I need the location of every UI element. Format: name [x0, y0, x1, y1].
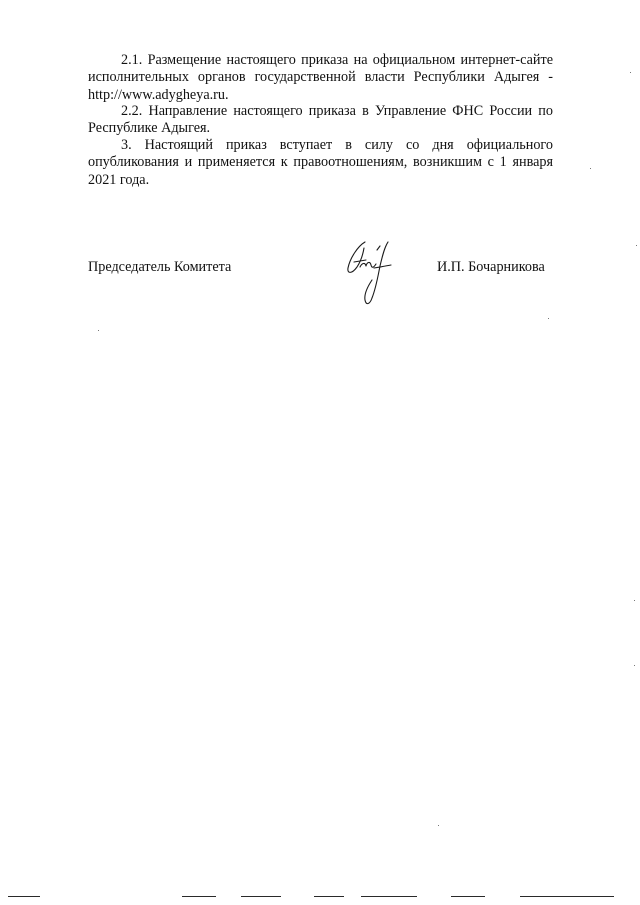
scan-speck [636, 245, 637, 246]
scan-speck [438, 825, 439, 826]
footer-rule [451, 896, 485, 897]
scan-speck [634, 600, 635, 601]
paragraph-2-1: 2.1. Размещение настоящего приказа на официальном интернет-сайте исполнительных органов государственной власти Республики Адыгея - http://www.adygheya.ru. [88, 52, 553, 103]
scan-speck [630, 72, 631, 73]
signatory-name: И.П. Бочарникова [437, 259, 545, 275]
footer-rule [241, 896, 281, 897]
scan-speck [634, 665, 635, 666]
footer-rule [314, 896, 344, 897]
footer-rule [520, 896, 614, 897]
footer-rule [361, 896, 417, 897]
footer-rule [8, 896, 40, 897]
signatory-position: Председатель Комитета [88, 259, 232, 275]
paragraph-3: 3. Настоящий приказ вступает в силу со дня официального опубликования и применяется к правоотношениям, возникшим с 1 января 2021 года. [88, 137, 553, 188]
footer-rule [182, 896, 216, 897]
scan-speck [548, 318, 549, 319]
scan-speck [590, 168, 591, 169]
handwritten-signature [336, 236, 400, 316]
scan-speck [98, 330, 99, 331]
paragraph-2-2: 2.2. Направление настоящего приказа в Управление ФНС России по Республике Адыгея. [88, 103, 553, 137]
